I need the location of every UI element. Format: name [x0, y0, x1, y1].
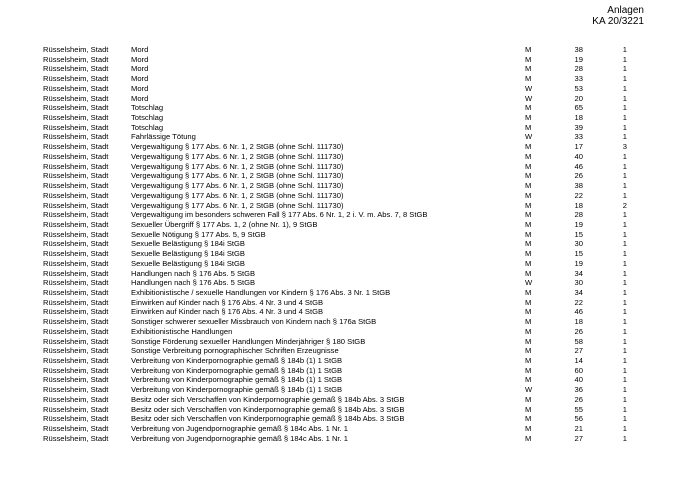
city-cell: Rüsselsheim, Stadt	[43, 278, 109, 288]
offense-cell: Mord	[131, 93, 149, 103]
age-cell: 40	[574, 151, 583, 161]
offense-cell: Handlungen nach § 176 Abs. 5 StGB	[131, 268, 256, 278]
city-cell: Rüsselsheim, Stadt	[43, 171, 109, 181]
sex-cell: M	[525, 103, 532, 113]
city-cell: Rüsselsheim, Stadt	[43, 424, 109, 434]
table-row	[0, 395, 700, 405]
count-cell: 1	[622, 210, 627, 220]
count-cell: 1	[622, 190, 627, 200]
table-row	[0, 201, 700, 211]
offense-cell: Einwirken auf Kinder nach § 176 Abs. 4 Nr. 3 und 4 StGB	[131, 297, 324, 307]
city-cell: Rüsselsheim, Stadt	[43, 287, 109, 297]
offense-cell: Vergewaltigung im besonders schweren Fall § 177 Abs. 6 Nr. 1, 2 i. V. m. Abs. 7, 8 StGB	[131, 210, 428, 220]
table-row	[0, 366, 700, 376]
city-cell: Rüsselsheim, Stadt	[43, 210, 109, 220]
sex-cell: M	[525, 181, 532, 191]
count-cell: 1	[622, 122, 627, 132]
offense-cell: Fahrlässige Tötung	[131, 132, 196, 142]
table-row	[0, 405, 700, 415]
table-row	[0, 385, 700, 395]
city-cell: Rüsselsheim, Stadt	[43, 414, 109, 424]
count-cell: 1	[622, 64, 627, 74]
city-cell: Rüsselsheim, Stadt	[43, 356, 109, 365]
city-cell: Rüsselsheim, Stadt	[43, 239, 109, 249]
count-cell: 1	[622, 151, 627, 161]
table-row	[0, 64, 700, 74]
offense-cell: Besitz oder sich Verschaffen von Kinderpornographie gemäß § 184b Abs. 3 StGB	[131, 404, 405, 414]
table-row	[0, 249, 700, 259]
city-cell: Rüsselsheim, Stadt	[43, 394, 109, 404]
count-cell: 1	[622, 249, 627, 259]
city-cell: Rüsselsheim, Stadt	[43, 54, 109, 64]
age-cell: 19	[574, 54, 583, 64]
count-cell: 1	[622, 278, 627, 288]
offense-cell: Sexuelle Nötigung § 177 Abs. 5, 9 StGB	[131, 229, 266, 239]
sex-cell: M	[525, 249, 532, 259]
count-cell: 2	[622, 200, 627, 210]
city-cell: Rüsselsheim, Stadt	[43, 151, 109, 161]
count-cell: 1	[622, 297, 627, 307]
city-cell: Rüsselsheim, Stadt	[43, 297, 109, 307]
offense-cell: Exhibitionistische Handlungen	[131, 326, 233, 336]
offense-cell: Mord	[131, 54, 149, 64]
age-cell: 33	[574, 132, 583, 142]
age-cell: 18	[574, 113, 583, 123]
table-row	[0, 414, 700, 424]
table-row	[0, 94, 700, 104]
offense-cell: Verbreitung von Jugendpornographie gemäß § 184c Abs. 1 Nr. 1	[131, 424, 348, 434]
offense-cell: Mord	[131, 45, 149, 54]
age-cell: 60	[574, 365, 583, 375]
count-cell: 1	[622, 336, 627, 346]
count-cell: 1	[622, 394, 627, 404]
sex-cell: M	[525, 424, 532, 434]
table-row	[0, 317, 700, 327]
city-cell: Rüsselsheim, Stadt	[43, 336, 109, 346]
table-row	[0, 113, 700, 123]
city-cell: Rüsselsheim, Stadt	[43, 326, 109, 336]
sex-cell: W	[525, 83, 533, 93]
table-row	[0, 278, 700, 288]
offense-cell: Besitz oder sich Verschaffen von Kinderpornographie gemäß § 184b Abs. 3 StGB	[131, 414, 405, 424]
sex-cell: M	[525, 433, 532, 443]
offense-cell: Einwirken auf Kinder nach § 176 Abs. 4 Nr. 3 und 4 StGB	[131, 307, 324, 317]
table-row	[0, 424, 700, 434]
table-row	[0, 239, 700, 249]
document-reference: KA 20/3221	[592, 16, 644, 27]
age-cell: 46	[574, 161, 583, 171]
city-cell: Rüsselsheim, Stadt	[43, 258, 109, 268]
sex-cell: W	[525, 93, 533, 103]
offense-cell: Mord	[131, 83, 149, 93]
age-cell: 27	[574, 433, 583, 443]
age-cell: 34	[574, 268, 583, 278]
age-cell: 27	[574, 346, 583, 356]
age-cell: 28	[574, 210, 583, 220]
sex-cell: W	[525, 132, 533, 142]
table-row	[0, 210, 700, 220]
city-cell: Rüsselsheim, Stadt	[43, 113, 109, 123]
offense-cell: Totschlag	[131, 103, 164, 113]
table-row	[0, 307, 700, 317]
city-cell: Rüsselsheim, Stadt	[43, 161, 109, 171]
offense-cell: Mord	[131, 64, 149, 74]
age-cell: 26	[574, 326, 583, 336]
offense-cell: Verbreitung von Kinderpornographie gemäß § 184b (1) 1 StGB	[131, 356, 343, 365]
table-row	[0, 55, 700, 65]
offense-cell: Handlungen nach § 176 Abs. 5 StGB	[131, 278, 256, 288]
sex-cell: M	[525, 365, 532, 375]
count-cell: 1	[622, 326, 627, 336]
sex-cell: M	[525, 239, 532, 249]
age-cell: 20	[574, 93, 583, 103]
count-cell: 3	[622, 142, 627, 152]
sex-cell: M	[525, 336, 532, 346]
sex-cell: M	[525, 229, 532, 239]
count-cell: 1	[622, 404, 627, 414]
city-cell: Rüsselsheim, Stadt	[43, 103, 109, 113]
sex-cell: W	[525, 385, 533, 395]
offense-cell: Exhibitionistische / sexuelle Handlungen vor Kindern § 176 Abs. 3 Nr. 1 StGB	[131, 287, 391, 297]
sex-cell: M	[525, 54, 532, 64]
city-cell: Rüsselsheim, Stadt	[43, 142, 109, 152]
offense-cell: Sexuelle Belästigung § 184i StGB	[131, 258, 245, 268]
age-cell: 21	[574, 424, 583, 434]
age-cell: 53	[574, 83, 583, 93]
age-cell: 26	[574, 394, 583, 404]
table-row	[0, 142, 700, 152]
city-cell: Rüsselsheim, Stadt	[43, 219, 109, 229]
sex-cell: M	[525, 161, 532, 171]
age-cell: 22	[574, 190, 583, 200]
age-cell: 56	[574, 414, 583, 424]
city-cell: Rüsselsheim, Stadt	[43, 385, 109, 395]
table-row	[0, 375, 700, 385]
count-cell: 1	[622, 317, 627, 327]
age-cell: 30	[574, 278, 583, 288]
city-cell: Rüsselsheim, Stadt	[43, 83, 109, 93]
sex-cell: M	[525, 268, 532, 278]
offense-cell: Sonstige Verbreitung pornographischer Schriften Erzeugnisse	[131, 346, 339, 356]
offense-cell: Vergewaltigung § 177 Abs. 6 Nr. 1, 2 StGB (ohne Schl. 111730)	[131, 171, 344, 181]
age-cell: 22	[574, 297, 583, 307]
sex-cell: M	[525, 64, 532, 74]
document-header	[592, 5, 644, 27]
age-cell: 18	[574, 200, 583, 210]
offense-cell: Vergewaltigung § 177 Abs. 6 Nr. 1, 2 StGB (ohne Schl. 111730)	[131, 142, 344, 152]
table-row	[0, 191, 700, 201]
age-cell: 55	[574, 404, 583, 414]
header-label: Anlagen	[607, 5, 644, 16]
count-cell: 1	[622, 356, 627, 365]
sex-cell: M	[525, 200, 532, 210]
count-cell: 1	[622, 132, 627, 142]
table-row	[0, 162, 700, 172]
age-cell: 28	[574, 64, 583, 74]
city-cell: Rüsselsheim, Stadt	[43, 317, 109, 327]
age-cell: 15	[574, 229, 583, 239]
sex-cell: M	[525, 307, 532, 317]
table-row	[0, 346, 700, 356]
city-cell: Rüsselsheim, Stadt	[43, 190, 109, 200]
count-cell: 1	[622, 93, 627, 103]
table-row	[0, 74, 700, 84]
count-cell: 1	[622, 171, 627, 181]
sex-cell: M	[525, 346, 532, 356]
city-cell: Rüsselsheim, Stadt	[43, 229, 109, 239]
city-cell: Rüsselsheim, Stadt	[43, 433, 109, 443]
count-cell: 1	[622, 54, 627, 64]
offense-cell: Sonstige Förderung sexueller Handlungen Minderjähriger § 180 StGB	[131, 336, 366, 346]
sex-cell: M	[525, 171, 532, 181]
age-cell: 58	[574, 336, 583, 346]
age-cell: 46	[574, 307, 583, 317]
city-cell: Rüsselsheim, Stadt	[43, 45, 109, 54]
sex-cell: M	[525, 142, 532, 152]
offense-cell: Vergewaltigung § 177 Abs. 6 Nr. 1, 2 StGB (ohne Schl. 111730)	[131, 151, 344, 161]
table-row	[0, 259, 700, 269]
age-cell: 38	[574, 181, 583, 191]
city-cell: Rüsselsheim, Stadt	[43, 74, 109, 84]
offense-cell: Verbreitung von Kinderpornographie gemäß § 184b (1) 1 StGB	[131, 375, 343, 385]
sex-cell: M	[525, 394, 532, 404]
sex-cell: M	[525, 219, 532, 229]
city-cell: Rüsselsheim, Stadt	[43, 181, 109, 191]
city-cell: Rüsselsheim, Stadt	[43, 122, 109, 132]
sex-cell: M	[525, 414, 532, 424]
count-cell: 1	[622, 385, 627, 395]
count-cell: 1	[622, 161, 627, 171]
offense-cell: Vergewaltigung § 177 Abs. 6 Nr. 1, 2 StGB (ohne Schl. 111730)	[131, 190, 344, 200]
count-cell: 1	[622, 433, 627, 443]
count-cell: 1	[622, 287, 627, 297]
city-cell: Rüsselsheim, Stadt	[43, 200, 109, 210]
age-cell: 34	[574, 287, 583, 297]
offense-cell: Mord	[131, 74, 149, 84]
sex-cell: M	[525, 356, 532, 365]
count-cell: 1	[622, 103, 627, 113]
count-cell: 1	[622, 229, 627, 239]
offense-cell: Sexueller Übergriff § 177 Abs. 1, 2 (ohne Nr. 1), 9 StGB	[131, 219, 318, 229]
count-cell: 1	[622, 239, 627, 249]
sex-cell: M	[525, 210, 532, 220]
count-cell: 1	[622, 181, 627, 191]
count-cell: 1	[622, 307, 627, 317]
sex-cell: M	[525, 258, 532, 268]
city-cell: Rüsselsheim, Stadt	[43, 404, 109, 414]
sex-cell: M	[525, 317, 532, 327]
table-row	[0, 181, 700, 191]
table-row	[0, 84, 700, 94]
sex-cell: M	[525, 326, 532, 336]
offense-cell: Totschlag	[131, 113, 164, 123]
table-row	[0, 230, 700, 240]
sex-cell: M	[525, 113, 532, 123]
age-cell: 14	[574, 356, 583, 365]
city-cell: Rüsselsheim, Stadt	[43, 346, 109, 356]
count-cell: 1	[622, 113, 627, 123]
age-cell: 40	[574, 375, 583, 385]
table-row	[0, 327, 700, 337]
sex-cell: M	[525, 122, 532, 132]
count-cell: 1	[622, 375, 627, 385]
age-cell: 30	[574, 239, 583, 249]
table-row	[0, 220, 700, 230]
age-cell: 18	[574, 317, 583, 327]
city-cell: Rüsselsheim, Stadt	[43, 132, 109, 142]
age-cell: 19	[574, 219, 583, 229]
offense-cell: Verbreitung von Kinderpornographie gemäß § 184b (1) 1 StGB	[131, 365, 343, 375]
offense-cell: Sexuelle Belästigung § 184i StGB	[131, 239, 245, 249]
sex-cell: M	[525, 45, 532, 54]
count-cell: 1	[622, 365, 627, 375]
sex-cell: M	[525, 375, 532, 385]
sex-cell: M	[525, 74, 532, 84]
offense-cell: Verbreitung von Jugendpornographie gemäß § 184c Abs. 1 Nr. 1	[131, 433, 348, 443]
age-cell: 19	[574, 258, 583, 268]
table-row	[0, 152, 700, 162]
table-row	[0, 103, 700, 113]
city-cell: Rüsselsheim, Stadt	[43, 307, 109, 317]
age-cell: 39	[574, 122, 583, 132]
city-cell: Rüsselsheim, Stadt	[43, 64, 109, 74]
table-row	[0, 269, 700, 279]
offense-cell: Sonstiger schwerer sexueller Missbrauch von Kindern nach § 176a StGB	[131, 317, 377, 327]
age-cell: 26	[574, 171, 583, 181]
sex-cell: M	[525, 151, 532, 161]
offense-cell: Vergewaltigung § 177 Abs. 6 Nr. 1, 2 StGB (ohne Schl. 111730)	[131, 200, 344, 210]
sex-cell: M	[525, 404, 532, 414]
age-cell: 38	[574, 45, 583, 54]
age-cell: 65	[574, 103, 583, 113]
offense-cell: Besitz oder sich Verschaffen von Kinderpornographie gemäß § 184b Abs. 3 StGB	[131, 394, 405, 404]
sex-cell: W	[525, 278, 533, 288]
sex-cell: M	[525, 297, 532, 307]
city-cell: Rüsselsheim, Stadt	[43, 93, 109, 103]
age-cell: 33	[574, 74, 583, 84]
data-table	[0, 45, 700, 443]
offense-cell: Totschlag	[131, 122, 164, 132]
table-row	[0, 434, 700, 444]
table-row	[0, 123, 700, 133]
offense-cell: Vergewaltigung § 177 Abs. 6 Nr. 1, 2 StGB (ohne Schl. 111730)	[131, 181, 344, 191]
count-cell: 1	[622, 45, 627, 54]
table-row	[0, 298, 700, 308]
table-row	[0, 132, 700, 142]
count-cell: 1	[622, 268, 627, 278]
count-cell: 1	[622, 346, 627, 356]
offense-cell: Vergewaltigung § 177 Abs. 6 Nr. 1, 2 StGB (ohne Schl. 111730)	[131, 161, 344, 171]
count-cell: 1	[622, 83, 627, 93]
age-cell: 17	[574, 142, 583, 152]
count-cell: 1	[622, 258, 627, 268]
table-row	[0, 337, 700, 347]
age-cell: 36	[574, 385, 583, 395]
table-row	[0, 171, 700, 181]
offense-cell: Verbreitung von Kinderpornographie gemäß § 184b (1) 1 StGB	[131, 385, 343, 395]
table-row	[0, 356, 700, 366]
city-cell: Rüsselsheim, Stadt	[43, 268, 109, 278]
sex-cell: M	[525, 287, 532, 297]
age-cell: 15	[574, 249, 583, 259]
count-cell: 1	[622, 74, 627, 84]
city-cell: Rüsselsheim, Stadt	[43, 375, 109, 385]
count-cell: 1	[622, 424, 627, 434]
count-cell: 1	[622, 219, 627, 229]
table-row	[0, 45, 700, 55]
city-cell: Rüsselsheim, Stadt	[43, 249, 109, 259]
city-cell: Rüsselsheim, Stadt	[43, 365, 109, 375]
table-row	[0, 288, 700, 298]
sex-cell: M	[525, 190, 532, 200]
offense-cell: Sexuelle Belästigung § 184i StGB	[131, 249, 245, 259]
count-cell: 1	[622, 414, 627, 424]
